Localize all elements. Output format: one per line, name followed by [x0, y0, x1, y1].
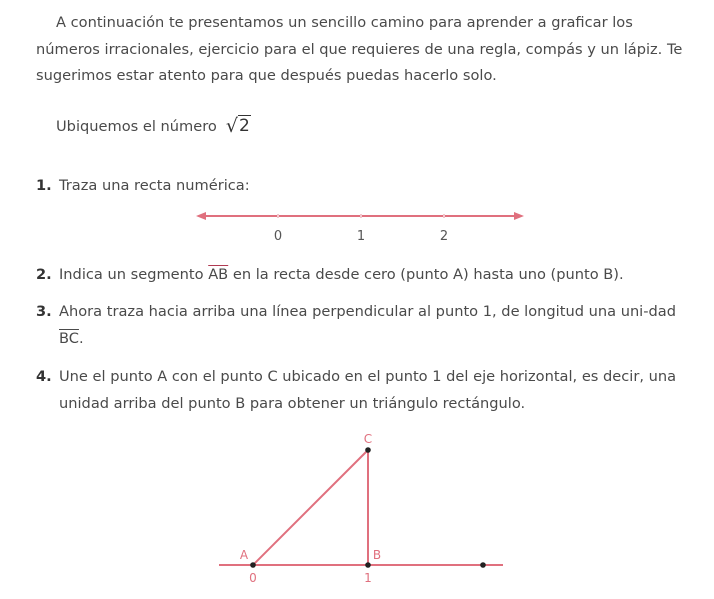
segment-ab: $\overline{AB}$	[208, 266, 229, 283]
step-3-text-after: .	[78, 329, 84, 347]
tick-label-1: 1	[356, 229, 366, 244]
label-zero: 0	[249, 571, 257, 585]
step-1-text: Traza una recta numérica:	[59, 177, 250, 194]
target-label: Ubiquemos el número	[56, 117, 217, 135]
step-3-number: 3.	[36, 303, 52, 320]
segment-bc: $\overline{BC}$	[59, 329, 79, 347]
step-1-number: 1.	[36, 177, 52, 194]
step-3	[36, 299, 686, 352]
tick-label-2: 2	[439, 229, 449, 244]
radicand: 2	[238, 116, 250, 136]
step-2-text-after: en la recta desde cero (punto A) hasta uno (punto B).	[228, 266, 624, 283]
target-number-line	[56, 115, 251, 137]
sqrt-two-expression	[226, 115, 251, 137]
radical-symbol: √	[225, 115, 238, 137]
label-one: 1	[364, 571, 372, 585]
point-a-dot	[250, 562, 256, 568]
intro-paragraph: A continuación te presentamos un sencillo camino para aprender a graficar los números irracionales, ejercicio para el que requieres de una regla, compás y un lápiz. Te sugerimos estar atento para que después puedas hacerlo solo.	[36, 14, 683, 84]
step-3-text-before: Ahora traza hacia arriba una línea perpendicular al punto 1, de longitud una uni-dad	[59, 303, 676, 320]
hypotenuse-ac	[253, 450, 368, 565]
step-4	[36, 364, 686, 417]
left-arrow-head	[196, 212, 206, 220]
step-1	[36, 173, 686, 200]
point-b-dot	[365, 562, 371, 568]
triangle-figure	[215, 428, 515, 588]
point-b-label: B	[372, 548, 382, 562]
step-2	[36, 262, 686, 289]
axis-end-dot	[480, 562, 486, 568]
point-a-label: A	[239, 548, 249, 562]
point-c-dot	[365, 447, 371, 453]
tick-label-0: 0	[273, 229, 283, 244]
step-4-text: Une el punto A con el punto C ubicado en el punto 1 del eje horizontal, es decir, una unidad arriba del punto B para obtener un triángulo rectángulo.	[59, 368, 677, 412]
step-2-number: 2.	[36, 266, 52, 283]
step-2-text-before: Indica un segmento	[59, 266, 209, 283]
right-arrow-head	[514, 212, 524, 220]
number-line-figure	[190, 205, 530, 250]
step-4-number: 4.	[36, 368, 52, 385]
point-c-label: C	[363, 432, 373, 446]
